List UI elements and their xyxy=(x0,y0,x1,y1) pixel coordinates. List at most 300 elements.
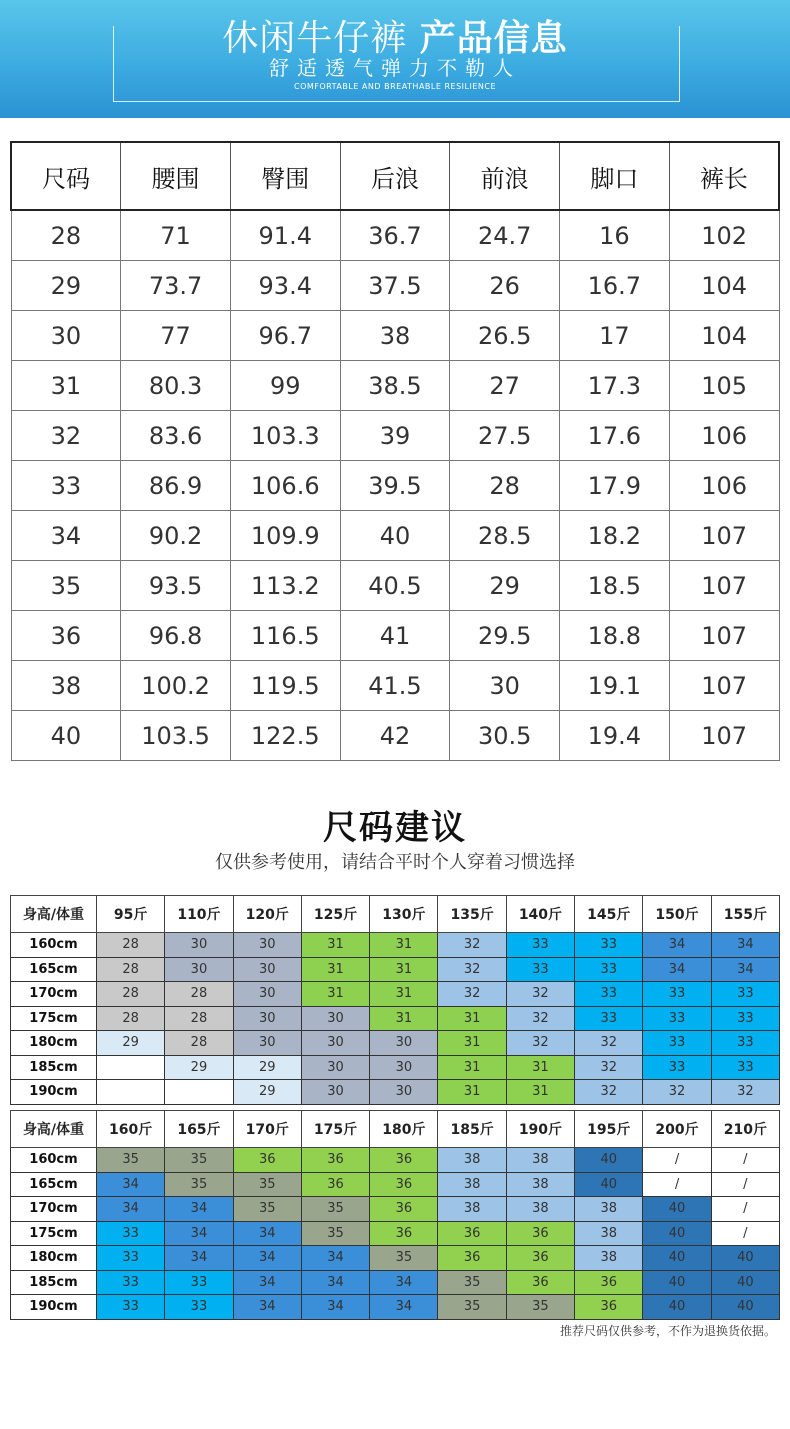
height-label: 175cm xyxy=(11,1006,97,1031)
size-cell: 34 xyxy=(97,1197,165,1222)
size-cell: 30 xyxy=(233,957,301,982)
banner-subtitle: 舒适透气弹力不勒人 xyxy=(269,56,521,80)
table-cell: 96.7 xyxy=(230,311,340,361)
table-cell: 33 xyxy=(11,461,121,511)
size-cell: 36 xyxy=(438,1246,506,1271)
weight-header: 130斤 xyxy=(370,896,438,933)
size-cell: 38 xyxy=(506,1148,574,1173)
table-cell: 113.2 xyxy=(230,561,340,611)
size-cell: 32 xyxy=(575,1055,643,1080)
weight-header: 120斤 xyxy=(233,896,301,933)
size-cell: 34 xyxy=(233,1295,301,1320)
table-cell: 17.3 xyxy=(560,361,670,411)
grid-header-row xyxy=(11,1111,780,1148)
size-cell: 33 xyxy=(711,1031,779,1056)
weight-header: 155斤 xyxy=(711,896,779,933)
size-cell: 35 xyxy=(233,1197,301,1222)
size-cell: 31 xyxy=(301,982,369,1007)
size-cell: 29 xyxy=(165,1055,233,1080)
size-cell: 36 xyxy=(506,1270,574,1295)
table-cell: 36.7 xyxy=(340,210,450,261)
size-cell: 36 xyxy=(301,1172,369,1197)
table-cell: 27 xyxy=(450,361,560,411)
weight-header: 150斤 xyxy=(643,896,711,933)
size-cell: 32 xyxy=(643,1080,711,1105)
table-cell: 39 xyxy=(340,411,450,461)
table-cell: 102 xyxy=(669,210,779,261)
size-cell: / xyxy=(643,1172,711,1197)
size-cell: 31 xyxy=(506,1055,574,1080)
banner-title-info: 产品信息 xyxy=(419,18,568,59)
size-cell: 35 xyxy=(506,1295,574,1320)
size-cell: 33 xyxy=(643,1006,711,1031)
weight-header: 160斤 xyxy=(97,1111,165,1148)
size-cell: 35 xyxy=(97,1148,165,1173)
table-cell: 71 xyxy=(121,210,231,261)
height-label: 180cm xyxy=(11,1246,97,1271)
size-cell: / xyxy=(711,1221,779,1246)
table-cell: 107 xyxy=(669,511,779,561)
table-cell: 106 xyxy=(669,411,779,461)
size-cell: 35 xyxy=(301,1221,369,1246)
height-label: 190cm xyxy=(11,1295,97,1320)
table-cell: 38 xyxy=(340,311,450,361)
size-cell: 31 xyxy=(301,933,369,958)
size-cell: 40 xyxy=(643,1221,711,1246)
size-cell: 33 xyxy=(575,982,643,1007)
size-cell: / xyxy=(643,1148,711,1173)
weight-header: 165斤 xyxy=(165,1111,233,1148)
weight-header: 185斤 xyxy=(438,1111,506,1148)
table-cell: 37.5 xyxy=(340,261,450,311)
table-cell: 18.5 xyxy=(560,561,670,611)
size-cell: 36 xyxy=(370,1221,438,1246)
table-cell: 40 xyxy=(340,511,450,561)
height-label: 170cm xyxy=(11,982,97,1007)
size-cell: 34 xyxy=(370,1295,438,1320)
header-banner xyxy=(0,0,790,118)
table-cell: 104 xyxy=(669,261,779,311)
size-cell: / xyxy=(711,1148,779,1173)
size-cell: 35 xyxy=(165,1148,233,1173)
size-cell: 33 xyxy=(97,1270,165,1295)
table-row xyxy=(11,210,779,261)
height-label: 170cm xyxy=(11,1197,97,1222)
table-cell: 107 xyxy=(669,711,779,761)
size-cell: 38 xyxy=(438,1197,506,1222)
grid-row xyxy=(11,1246,780,1271)
table-cell: 122.5 xyxy=(230,711,340,761)
weight-header: 200斤 xyxy=(643,1111,711,1148)
size-cell: 34 xyxy=(165,1221,233,1246)
size-cell: 34 xyxy=(233,1270,301,1295)
size-cell: 34 xyxy=(301,1295,369,1320)
footnote: 推荐尺码仅供参考，不作为退换货依据。 xyxy=(559,1324,776,1338)
size-cell: / xyxy=(711,1172,779,1197)
size-cell: 33 xyxy=(711,1055,779,1080)
table-cell: 28.5 xyxy=(450,511,560,561)
size-cell: 35 xyxy=(438,1270,506,1295)
table-cell: 38 xyxy=(11,661,121,711)
size-cell: 33 xyxy=(711,982,779,1007)
table-cell: 73.7 xyxy=(121,261,231,311)
size-cell: 30 xyxy=(233,982,301,1007)
size-cell: 33 xyxy=(506,957,574,982)
size-cell: 29 xyxy=(97,1031,165,1056)
table-cell: 39.5 xyxy=(340,461,450,511)
grid-row xyxy=(11,1295,780,1320)
table-cell: 17 xyxy=(560,311,670,361)
size-cell: 34 xyxy=(233,1221,301,1246)
weight-header: 190斤 xyxy=(506,1111,574,1148)
size-cell: 28 xyxy=(97,1006,165,1031)
table-cell: 30 xyxy=(11,311,121,361)
table-cell: 17.9 xyxy=(560,461,670,511)
size-cell: 38 xyxy=(575,1221,643,1246)
table-cell: 32 xyxy=(11,411,121,461)
size-cell: 31 xyxy=(438,1031,506,1056)
size-cell: 33 xyxy=(97,1221,165,1246)
table-cell: 34 xyxy=(11,511,121,561)
size-cell: 32 xyxy=(711,1080,779,1105)
height-label: 165cm xyxy=(11,1172,97,1197)
size-cell: 32 xyxy=(506,1006,574,1031)
size-cell: 38 xyxy=(506,1172,574,1197)
size-cell: 30 xyxy=(233,1006,301,1031)
table-cell: 19.4 xyxy=(560,711,670,761)
weight-header: 145斤 xyxy=(575,896,643,933)
size-cell: 36 xyxy=(506,1221,574,1246)
size-cell: 31 xyxy=(506,1080,574,1105)
height-label: 165cm xyxy=(11,957,97,982)
grid-row xyxy=(11,1031,780,1056)
table-row xyxy=(11,511,779,561)
table-cell: 29 xyxy=(450,561,560,611)
table-cell: 30 xyxy=(450,661,560,711)
table-cell: 36 xyxy=(11,611,121,661)
grid-row xyxy=(11,1148,780,1173)
size-cell: 34 xyxy=(643,933,711,958)
grid-row xyxy=(11,957,780,982)
table-cell: 116.5 xyxy=(230,611,340,661)
weight-header: 95斤 xyxy=(97,896,165,933)
grid-row xyxy=(11,933,780,958)
table-cell: 27.5 xyxy=(450,411,560,461)
spec-header-cell: 脚口 xyxy=(560,142,670,210)
grid-row xyxy=(11,1172,780,1197)
size-cell: 28 xyxy=(97,933,165,958)
table-cell: 16 xyxy=(560,210,670,261)
size-cell: 36 xyxy=(370,1197,438,1222)
table-row xyxy=(11,261,779,311)
table-row xyxy=(11,661,779,711)
table-cell: 28 xyxy=(11,210,121,261)
size-cell: 30 xyxy=(165,933,233,958)
size-cell: 29 xyxy=(233,1055,301,1080)
size-cell: 28 xyxy=(165,982,233,1007)
grid-row xyxy=(11,982,780,1007)
height-label: 185cm xyxy=(11,1270,97,1295)
size-advice-table-2 xyxy=(10,1110,780,1320)
table-cell: 30.5 xyxy=(450,711,560,761)
table-cell: 28 xyxy=(450,461,560,511)
size-cell: 33 xyxy=(506,933,574,958)
table-cell: 18.8 xyxy=(560,611,670,661)
size-cell: 34 xyxy=(643,957,711,982)
size-cell: 36 xyxy=(370,1148,438,1173)
weight-header: 125斤 xyxy=(301,896,369,933)
size-cell: 40 xyxy=(643,1197,711,1222)
size-cell xyxy=(165,1080,233,1105)
size-advice-table-1 xyxy=(10,895,780,1105)
size-cell: 30 xyxy=(301,1055,369,1080)
weight-header: 110斤 xyxy=(165,896,233,933)
spec-header-cell: 腰围 xyxy=(121,142,231,210)
table-cell: 41 xyxy=(340,611,450,661)
table-cell: 40 xyxy=(11,711,121,761)
spec-header-cell: 臀围 xyxy=(230,142,340,210)
size-cell: 31 xyxy=(438,1006,506,1031)
grid-row xyxy=(11,1080,780,1105)
table-cell: 29.5 xyxy=(450,611,560,661)
size-cell: 33 xyxy=(575,1006,643,1031)
table-row xyxy=(11,361,779,411)
size-cell: 35 xyxy=(301,1197,369,1222)
grid-corner-label: 身高/体重 xyxy=(11,896,97,933)
size-cell: 36 xyxy=(233,1148,301,1173)
size-cell: 30 xyxy=(301,1031,369,1056)
size-cell: 34 xyxy=(233,1246,301,1271)
table-cell: 99 xyxy=(230,361,340,411)
banner-english-tagline: COMFORTABLE AND BREATHABLE RESILIENCE xyxy=(293,82,497,91)
size-cell: 34 xyxy=(711,957,779,982)
spec-header-cell: 前浪 xyxy=(450,142,560,210)
table-cell: 103.3 xyxy=(230,411,340,461)
table-cell: 19.1 xyxy=(560,661,670,711)
size-cell: 35 xyxy=(370,1246,438,1271)
size-cell: 33 xyxy=(97,1246,165,1271)
table-cell: 17.6 xyxy=(560,411,670,461)
size-cell: 38 xyxy=(506,1197,574,1222)
table-cell: 104 xyxy=(669,311,779,361)
weight-header: 170斤 xyxy=(233,1111,301,1148)
table-cell: 119.5 xyxy=(230,661,340,711)
size-cell: 28 xyxy=(97,982,165,1007)
size-cell: 40 xyxy=(643,1246,711,1271)
size-cell: 32 xyxy=(575,1031,643,1056)
height-label: 160cm xyxy=(11,933,97,958)
size-cell: 33 xyxy=(97,1295,165,1320)
size-cell: 34 xyxy=(97,1172,165,1197)
grid-header-row xyxy=(11,896,780,933)
table-cell: 105 xyxy=(669,361,779,411)
weight-header: 135斤 xyxy=(438,896,506,933)
table-cell: 31 xyxy=(11,361,121,411)
height-label: 180cm xyxy=(11,1031,97,1056)
table-row xyxy=(11,461,779,511)
table-cell: 106.6 xyxy=(230,461,340,511)
table-row xyxy=(11,561,779,611)
size-cell: 36 xyxy=(438,1221,506,1246)
table-cell: 107 xyxy=(669,611,779,661)
table-cell: 26 xyxy=(450,261,560,311)
size-cell: 33 xyxy=(575,957,643,982)
table-cell: 38.5 xyxy=(340,361,450,411)
size-cell: 28 xyxy=(165,1006,233,1031)
size-cell: 33 xyxy=(643,982,711,1007)
table-cell: 93.5 xyxy=(121,561,231,611)
size-cell: 31 xyxy=(438,1055,506,1080)
size-cell: 35 xyxy=(233,1172,301,1197)
size-cell: 30 xyxy=(370,1080,438,1105)
size-cell: 31 xyxy=(301,957,369,982)
height-label: 160cm xyxy=(11,1148,97,1173)
size-advice-subtitle: 仅供参考使用，请结合平时个人穿着习惯选择 xyxy=(215,852,575,873)
weight-header: 175斤 xyxy=(301,1111,369,1148)
table-cell: 29 xyxy=(11,261,121,311)
size-cell: 34 xyxy=(370,1270,438,1295)
height-label: 175cm xyxy=(11,1221,97,1246)
table-cell: 100.2 xyxy=(121,661,231,711)
size-cell: 34 xyxy=(301,1270,369,1295)
table-cell: 83.6 xyxy=(121,411,231,461)
table-cell: 103.5 xyxy=(121,711,231,761)
size-cell: 30 xyxy=(370,1031,438,1056)
grid-row xyxy=(11,1197,780,1222)
spec-header-cell: 后浪 xyxy=(340,142,450,210)
size-cell: 34 xyxy=(165,1246,233,1271)
size-cell: 38 xyxy=(438,1148,506,1173)
size-cell: 32 xyxy=(438,933,506,958)
size-cell: 33 xyxy=(575,933,643,958)
table-cell: 107 xyxy=(669,661,779,711)
spec-body xyxy=(11,210,779,761)
size-cell: 36 xyxy=(370,1172,438,1197)
table-cell: 86.9 xyxy=(121,461,231,511)
size-cell: 34 xyxy=(301,1246,369,1271)
size-cell: 40 xyxy=(575,1148,643,1173)
size-cell: 36 xyxy=(575,1270,643,1295)
size-cell: 36 xyxy=(301,1148,369,1173)
size-cell: 40 xyxy=(575,1172,643,1197)
grid-row xyxy=(11,1221,780,1246)
table-cell: 90.2 xyxy=(121,511,231,561)
size-cell: 33 xyxy=(165,1270,233,1295)
grid-corner-label: 身高/体重 xyxy=(11,1111,97,1148)
size-cell: 31 xyxy=(370,933,438,958)
size-cell: 34 xyxy=(165,1197,233,1222)
table-row xyxy=(11,711,779,761)
table-row xyxy=(11,311,779,361)
size-cell: 38 xyxy=(575,1197,643,1222)
banner-title-product: 休闲牛仔裤 xyxy=(222,18,408,59)
size-cell: 38 xyxy=(575,1246,643,1271)
size-cell: 31 xyxy=(370,1006,438,1031)
table-cell: 96.8 xyxy=(121,611,231,661)
size-cell: 32 xyxy=(438,957,506,982)
table-cell: 106 xyxy=(669,461,779,511)
size-cell: 32 xyxy=(506,1031,574,1056)
size-cell: 28 xyxy=(165,1031,233,1056)
size-cell: / xyxy=(711,1197,779,1222)
table-cell: 77 xyxy=(121,311,231,361)
table-cell: 24.7 xyxy=(450,210,560,261)
size-cell: 28 xyxy=(97,957,165,982)
size-cell: 40 xyxy=(711,1270,779,1295)
table-cell: 41.5 xyxy=(340,661,450,711)
size-cell: 31 xyxy=(370,957,438,982)
size-cell: 32 xyxy=(506,982,574,1007)
table-cell: 93.4 xyxy=(230,261,340,311)
size-advice-title: 尺码建议 xyxy=(323,808,467,848)
size-cell: 30 xyxy=(370,1055,438,1080)
spec-header-cell: 尺码 xyxy=(11,142,121,210)
table-cell: 35 xyxy=(11,561,121,611)
grid-row xyxy=(11,1055,780,1080)
table-row xyxy=(11,611,779,661)
table-cell: 91.4 xyxy=(230,210,340,261)
size-cell: 40 xyxy=(643,1295,711,1320)
size-cell: 31 xyxy=(438,1080,506,1105)
size-cell: 30 xyxy=(165,957,233,982)
size-cell: 36 xyxy=(506,1246,574,1271)
size-spec-table xyxy=(10,141,780,761)
weight-header: 195斤 xyxy=(575,1111,643,1148)
table-cell: 40.5 xyxy=(340,561,450,611)
size-cell: 40 xyxy=(643,1270,711,1295)
size-cell: 30 xyxy=(233,1031,301,1056)
table-cell: 109.9 xyxy=(230,511,340,561)
size-cell: 30 xyxy=(301,1006,369,1031)
size-cell: 29 xyxy=(233,1080,301,1105)
spec-header-cell: 裤长 xyxy=(669,142,779,210)
size-cell: 35 xyxy=(438,1295,506,1320)
size-cell: 32 xyxy=(575,1080,643,1105)
size-cell: 30 xyxy=(233,933,301,958)
size-cell: 31 xyxy=(370,982,438,1007)
size-cell: 38 xyxy=(438,1172,506,1197)
size-cell: 33 xyxy=(711,1006,779,1031)
size-cell: 33 xyxy=(643,1055,711,1080)
size-cell xyxy=(97,1080,165,1105)
size-cell: 30 xyxy=(301,1080,369,1105)
size-cell: 33 xyxy=(165,1295,233,1320)
size-cell: 32 xyxy=(438,982,506,1007)
table-cell: 107 xyxy=(669,561,779,611)
size-cell: 40 xyxy=(711,1295,779,1320)
table-cell: 18.2 xyxy=(560,511,670,561)
height-label: 185cm xyxy=(11,1055,97,1080)
size-cell xyxy=(97,1055,165,1080)
weight-header: 180斤 xyxy=(370,1111,438,1148)
size-cell: 40 xyxy=(711,1246,779,1271)
table-cell: 42 xyxy=(340,711,450,761)
size-cell: 36 xyxy=(575,1295,643,1320)
weight-header: 210斤 xyxy=(711,1111,779,1148)
table-cell: 16.7 xyxy=(560,261,670,311)
grid-row xyxy=(11,1270,780,1295)
grid-row xyxy=(11,1006,780,1031)
table-row xyxy=(11,411,779,461)
height-label: 190cm xyxy=(11,1080,97,1105)
size-cell: 34 xyxy=(711,933,779,958)
table-cell: 26.5 xyxy=(450,311,560,361)
size-cell: 33 xyxy=(643,1031,711,1056)
table-cell: 80.3 xyxy=(121,361,231,411)
weight-header: 140斤 xyxy=(506,896,574,933)
size-cell: 35 xyxy=(165,1172,233,1197)
spec-header-row xyxy=(11,142,779,210)
